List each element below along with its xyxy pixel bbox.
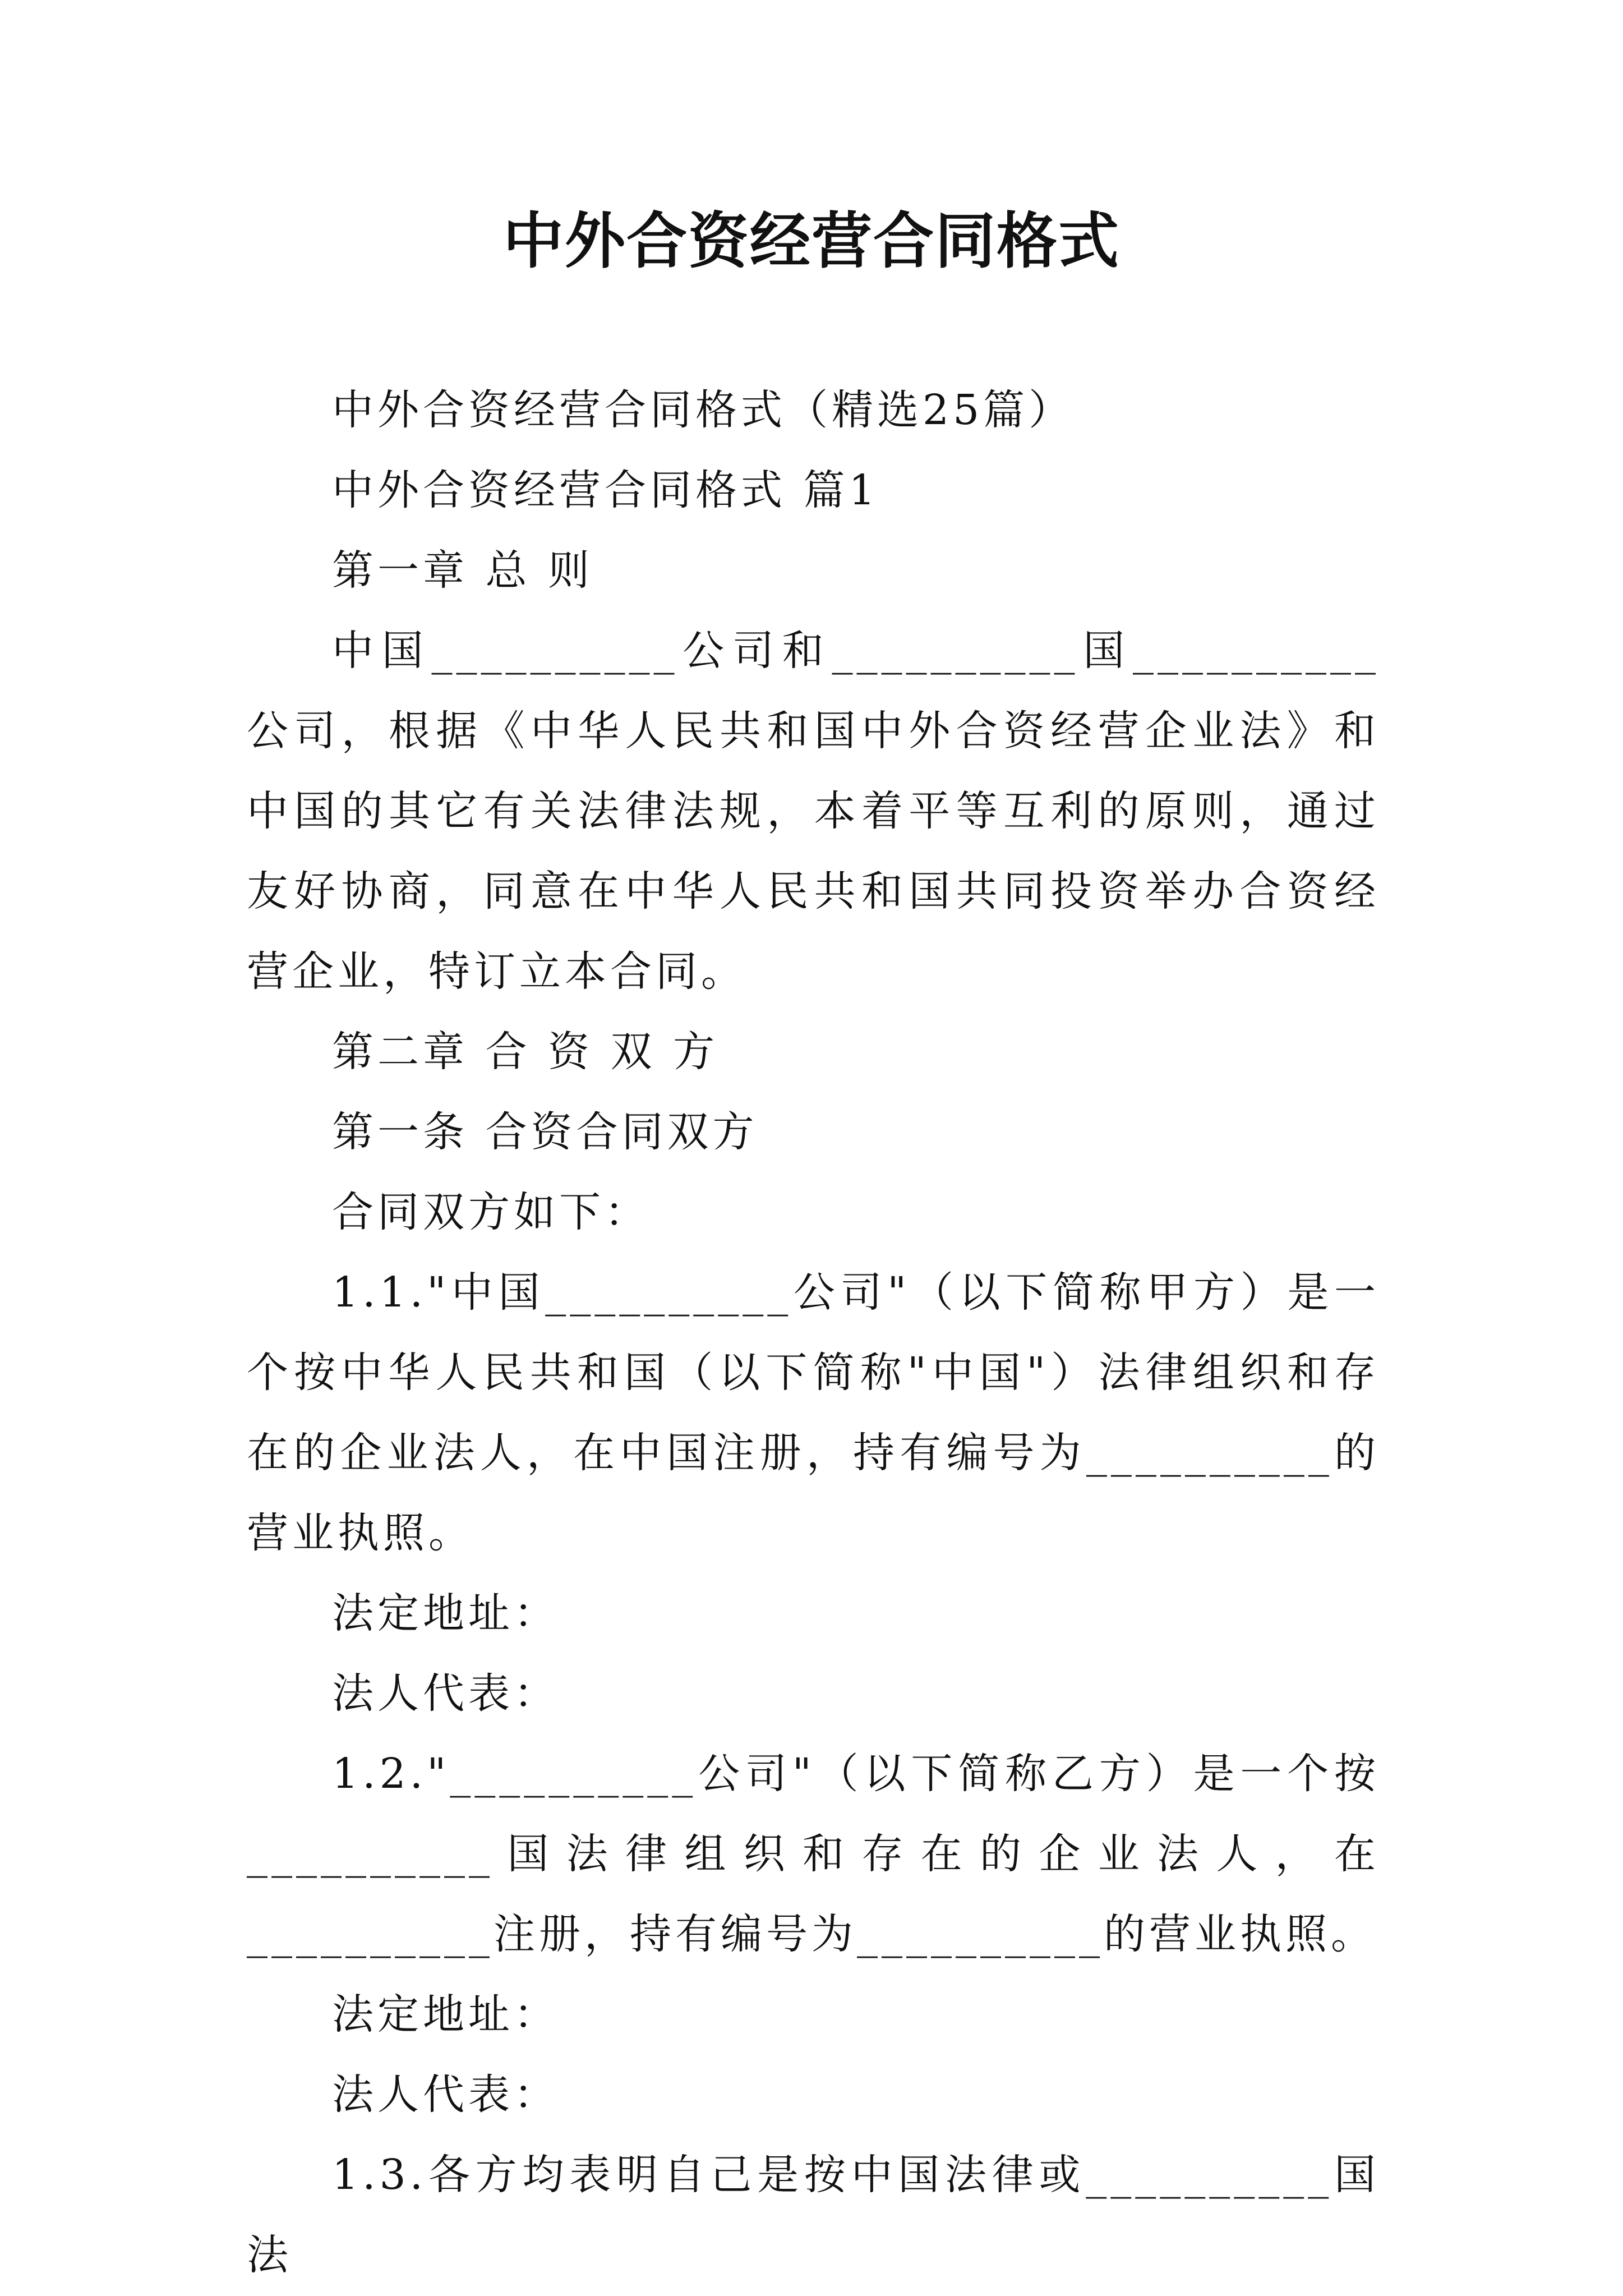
legal-rep-b: 法人代表： [332, 2070, 559, 2119]
legal-address-b: 法定地址： [332, 1990, 559, 2039]
legal-address-a: 法定地址： [332, 1589, 559, 1637]
paragraph-1-3: 1.3.各方均表明自己是按中国法律或__________国法 [247, 2151, 1380, 2279]
chapter-heading-2: 第二章 合 资 双 方 [332, 1028, 719, 1076]
paragraph-party-b: 1.2."__________公司"（以下简称乙方）是一个按__________国法律组织和存在的企业法人，在__________注册，持有编号为__________的营业执照。 [247, 1750, 1380, 1958]
section-heading: 中外合资经营合同格式 篇1 [332, 466, 879, 514]
subtitle-line: 中外合资经营合同格式（精选25篇） [332, 386, 1075, 434]
paragraph-preamble: 中国__________公司和__________国__________公司，根据《中华人民共和国中外合资经营企业法》和中国的其它有关法律法规，本着平等互利的原则，通过友好协商，同意在中华人民共和国共同投资举办合资经营企业，特订立本合同。 [247, 627, 1380, 996]
document-body [247, 370, 1380, 2295]
article-heading-1: 第一条 合资合同双方 [332, 1108, 758, 1156]
legal-rep-a: 法人代表： [332, 1669, 559, 1718]
document-title: 中外合资经营合同格式 [502, 206, 1120, 277]
chapter-heading-1: 第一章 总 则 [332, 546, 594, 595]
paragraph-party-a: 1.1."中国__________公司"（以下简称甲方）是一个按中华人民共和国（以下简称"中国"）法律组织和存在的企业法人，在中国注册，持有编号为__________的营业执照。 [247, 1268, 1380, 1557]
paragraph-parties-intro: 合同双方如下： [332, 1188, 650, 1236]
